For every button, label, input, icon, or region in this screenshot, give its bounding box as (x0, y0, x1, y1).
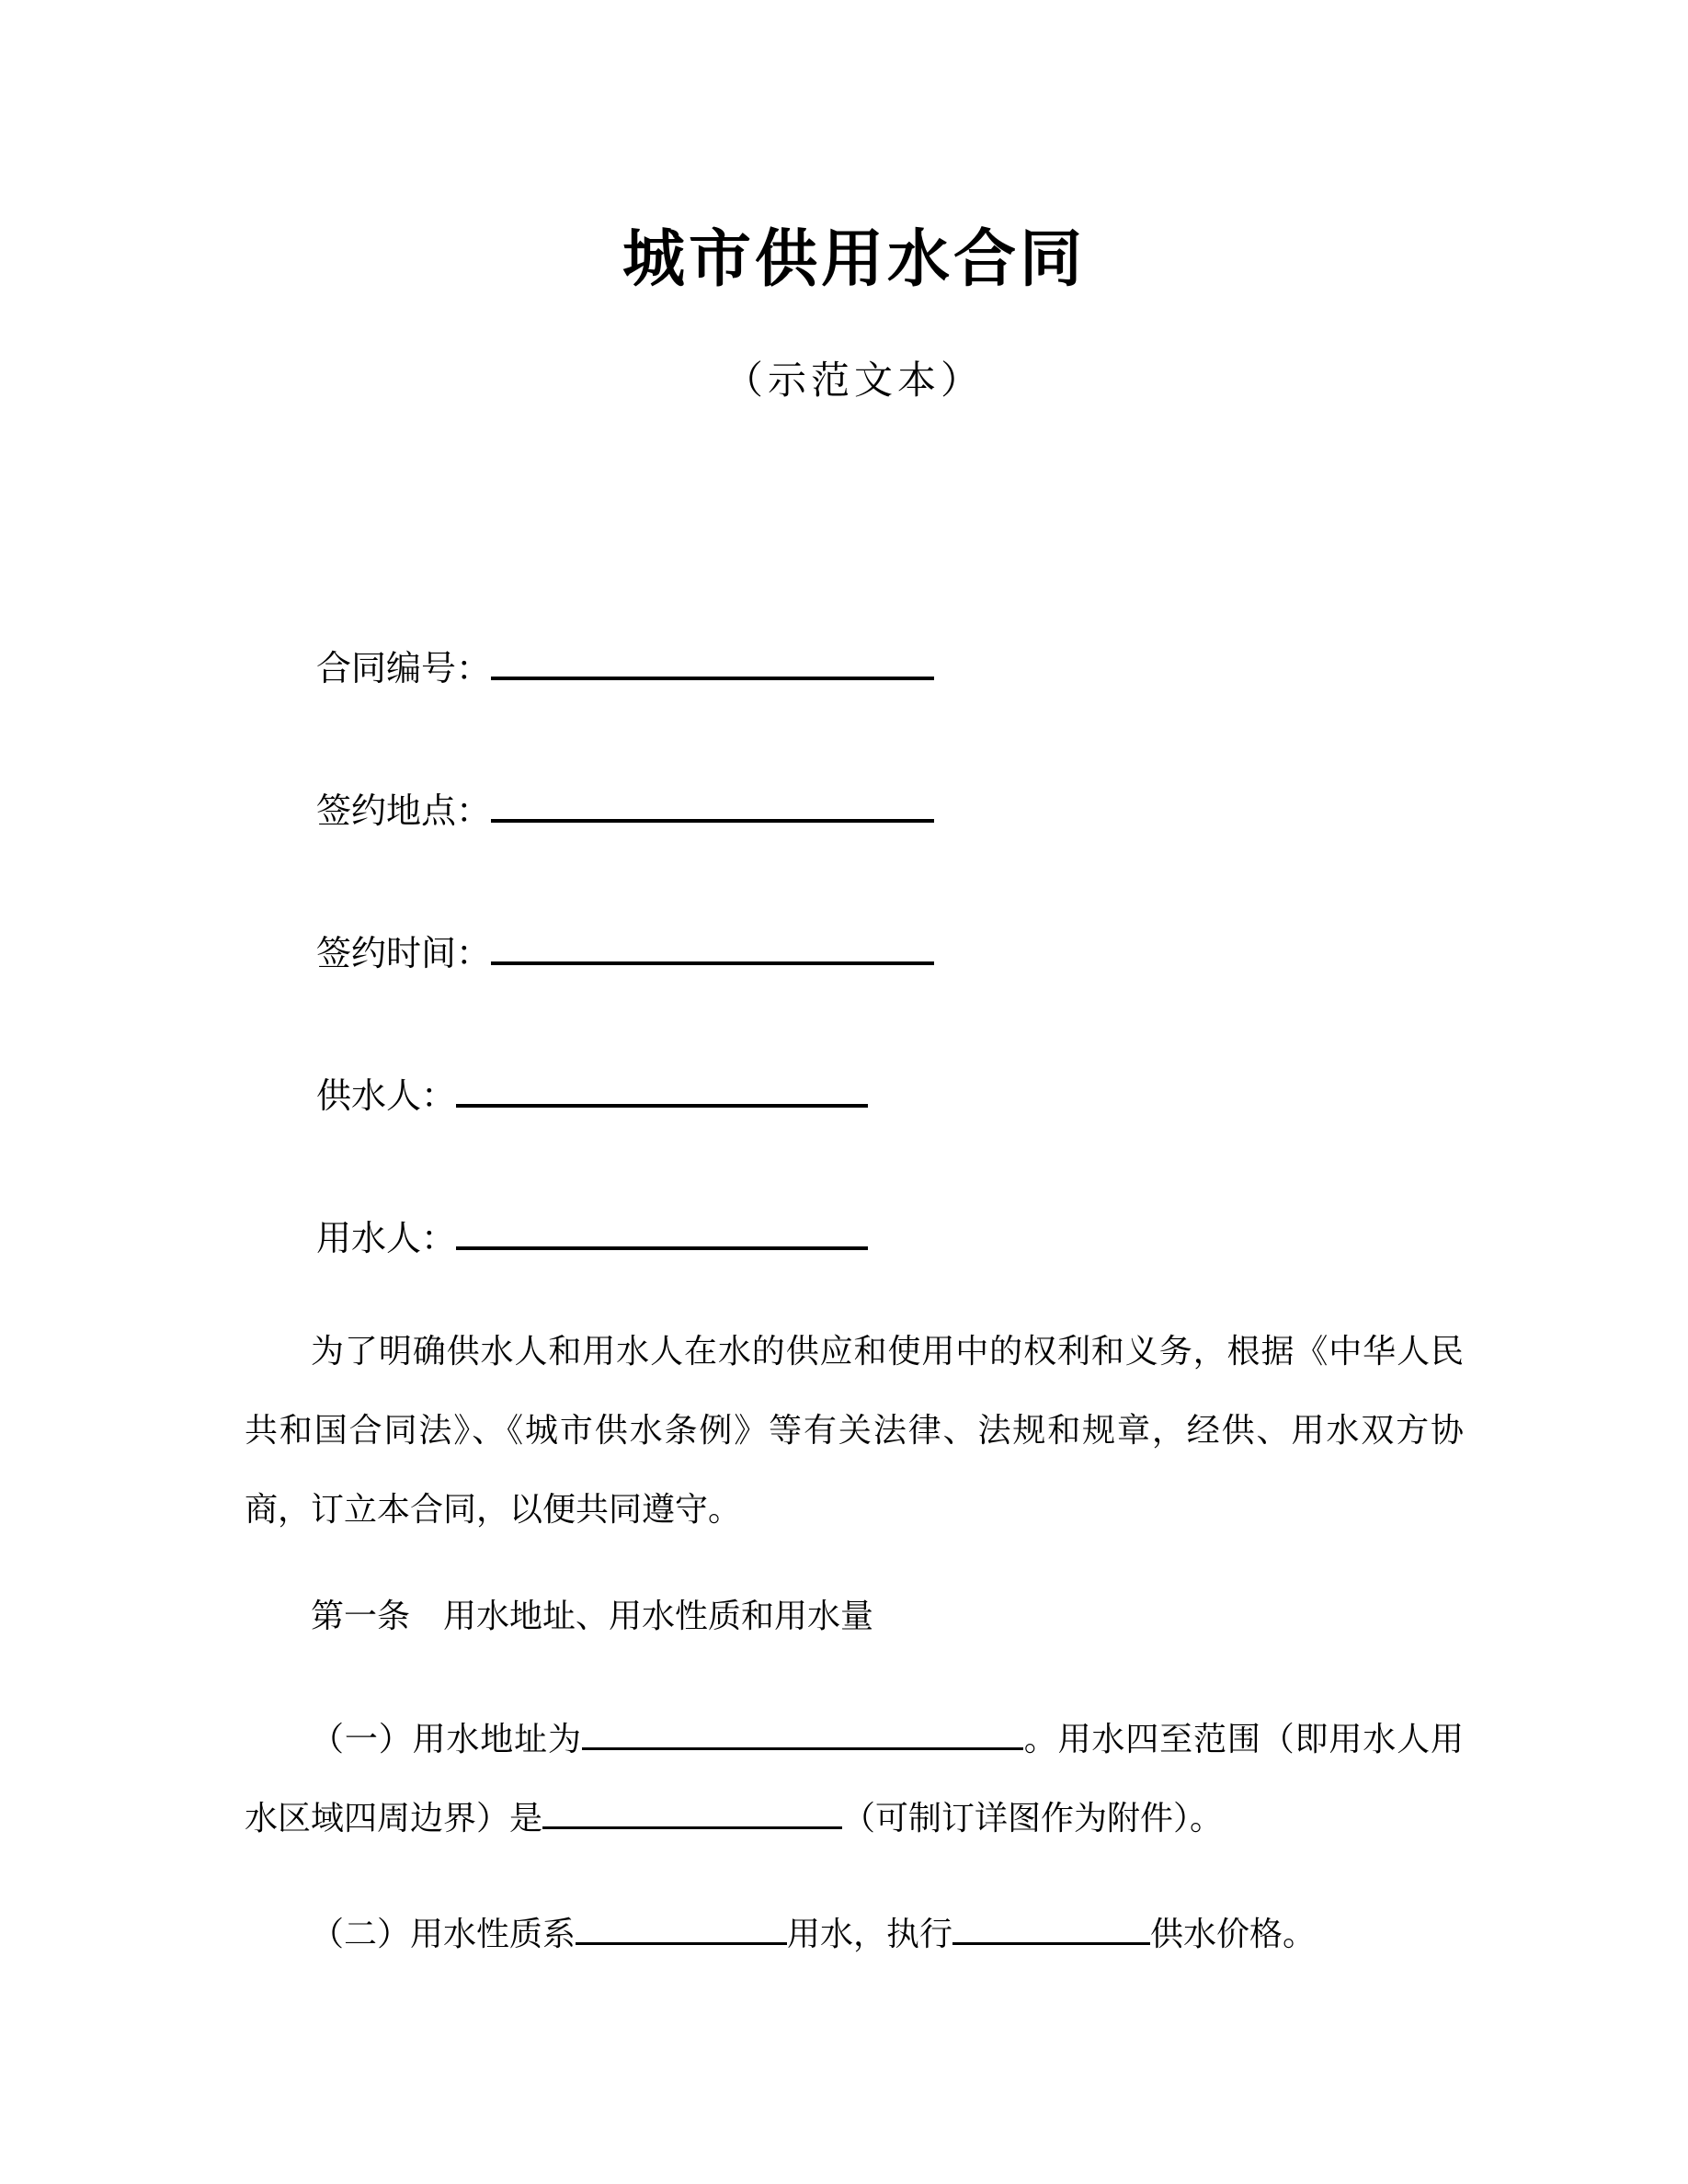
article1-heading: 第一条 用水地址、用水性质和用水量 (311, 1598, 874, 1634)
field-row-contract-number (316, 640, 1464, 690)
water-user-blank-line (456, 1215, 868, 1250)
clause2-blank-line-2 (952, 1912, 1150, 1945)
header-fields (245, 640, 1464, 1260)
clause2-blank-line-1 (576, 1912, 787, 1945)
field-row-water-user (316, 1210, 1464, 1260)
clause1-text-3: （可制订详图作为附件）。 (842, 1800, 1224, 1837)
clause1-blank-line-2 (542, 1796, 842, 1829)
water-user-label: 用水人： (316, 1220, 457, 1258)
contract-number-label: 合同编号： (316, 650, 492, 688)
signing-place-blank-line (491, 788, 934, 823)
document-title: 城市供用水合同 (622, 224, 1086, 294)
clause1-text-1: （一）用水地址为 (311, 1721, 582, 1757)
signing-date-blank-line (491, 930, 934, 965)
article1-clause2 (245, 1894, 1464, 1974)
article1-clause1 (245, 1700, 1464, 1858)
clause1-text-2: 。用水四至范围（即用水人用水区域四周边界）是 (245, 1721, 1464, 1837)
field-row-signing-place (316, 782, 1464, 833)
field-row-water-supplier (316, 1067, 1464, 1118)
preamble-paragraph: 为了明确供水人和用水人在水的供应和使用中的权利和义务，根据《中华人民共和国合同法》、《城市供水条例》等有关法律、法规和规章，经供、用水双方协商，订立本合同，以便共同遵守。 (245, 1333, 1464, 1528)
clause1-blank-line-1 (582, 1717, 1023, 1750)
water-supplier-label: 供水人： (316, 1077, 457, 1116)
signing-date-label: 签约时间： (316, 935, 492, 973)
document-subtitle: （示范文本） (724, 360, 984, 403)
clause2-text-1: （二）用水性质系 (311, 1916, 576, 1952)
water-supplier-blank-line (456, 1073, 868, 1108)
contract-number-blank-line (491, 645, 934, 680)
signing-place-label: 签约地点： (316, 792, 492, 831)
clause2-text-3: 供水价格。 (1150, 1916, 1317, 1952)
field-row-signing-date (316, 925, 1464, 975)
clause2-text-2: 用水，执行 (787, 1916, 953, 1952)
